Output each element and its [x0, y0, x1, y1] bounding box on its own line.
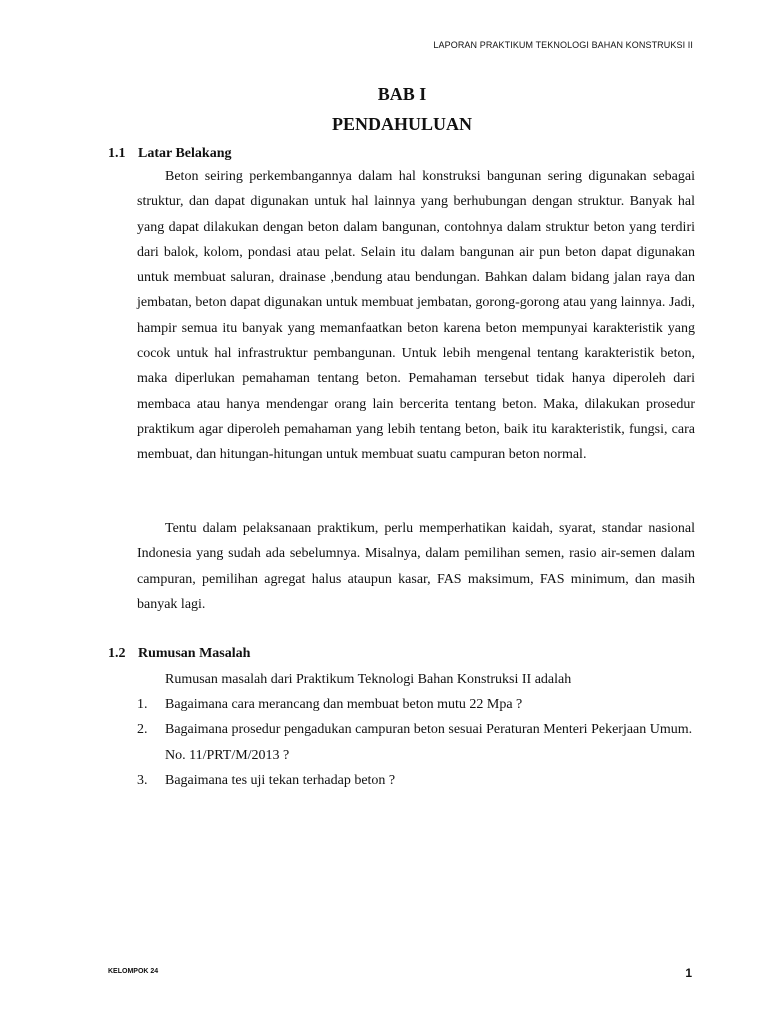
list-item: [137, 768, 695, 793]
chapter-title: PENDAHULUAN: [331, 114, 472, 134]
list-item: [137, 717, 695, 768]
list-item: [137, 692, 695, 717]
list-item-text: Bagaimana cara merancang dan membuat beton mutu 22 Mpa ?: [165, 697, 523, 712]
footer-group-label: KELOMPOK 24: [108, 968, 159, 975]
list-item-number: 1.: [137, 697, 148, 712]
section-title: Rumusan Masalah: [138, 646, 251, 661]
rumusan-list: [137, 692, 695, 793]
section-number: 1.2: [108, 646, 126, 661]
section-number: 1.1: [108, 146, 126, 161]
paragraph-latar-belakang-1: Beton seiring perkembangannya dalam hal konstruksi bangunan sering digunakan sebagai struktur, dan dapat digunakan untuk hal lainnya yang berhubungan dengan struktur. Banyak hal yang dapat dilakukan dengan beton dalam bangunan, contohnya dalam struktur beton yang terdiri dari balok, kolom, pondasi atau pelat. Selain itu dalam bangunan air pun beton dapat digunakan untuk membuat saluran, drainase ,bendung atau bendungan. Bahkan dalam bidang jalan raya dan jembatan, beton dapat digunakan untuk membuat jembatan, gorong-gorong atau yang lainnya. Jadi, hampir semua itu banyak yang memanfaatkan beton karena beton mempunyai karakteristik yang cocok untuk hal infrastruktur pembangunan. Untuk lebih mengenal tentang karakteristik beton, maka diperlukan pemahaman tentang beton. Pemahaman tersebut tidak hanya diperoleh dari membaca atau hanya mendengar orang lain bercerita tentang beton. Maka, dilakukan prosedur praktikum agar diperoleh pemahaman yang lebih tentang beton, baik itu karakteristik, fungsi, cara membuat, dan hitungan-hitungan untuk membuat suatu campuran beton normal.: [137, 169, 695, 463]
section-heading-rumusan-masalah: [108, 646, 250, 662]
rumusan-intro: Rumusan masalah dari Praktikum Teknologi Bahan Konstruksi II adalah: [165, 672, 572, 687]
section-heading-latar-belakang: [108, 146, 231, 162]
list-item-text: Bagaimana tes uji tekan terhadap beton ?: [165, 772, 396, 788]
list-item-text: Bagaimana prosedur pengadukan campuran beton sesuai Peraturan Menteri Pekerjaan Umum. No. 11/PRT/M/2013 ?: [165, 722, 693, 763]
paragraph-latar-belakang-2: Tentu dalam pelaksanaan praktikum, perlu memperhatikan kaidah, syarat, standar nasional Indonesia yang sudah ada sebelumnya. Misalnya, dalam pemilihan semen, rasio air-semen dalam campuran, pemilihan agregat halus ataupun kasar, FAS maksimum, FAS minimum, dan masih banyak lagi.: [137, 521, 695, 612]
running-header: LAPORAN PRAKTIKUM TEKNOLOGI BAHAN KONSTRUKSI II: [433, 40, 693, 50]
list-item-number: 2.: [137, 722, 148, 738]
list-item-number: 3.: [137, 772, 148, 788]
chapter-number: BAB I: [377, 84, 427, 104]
page-number: 1: [685, 966, 692, 980]
section-title: Latar Belakang: [138, 146, 232, 161]
